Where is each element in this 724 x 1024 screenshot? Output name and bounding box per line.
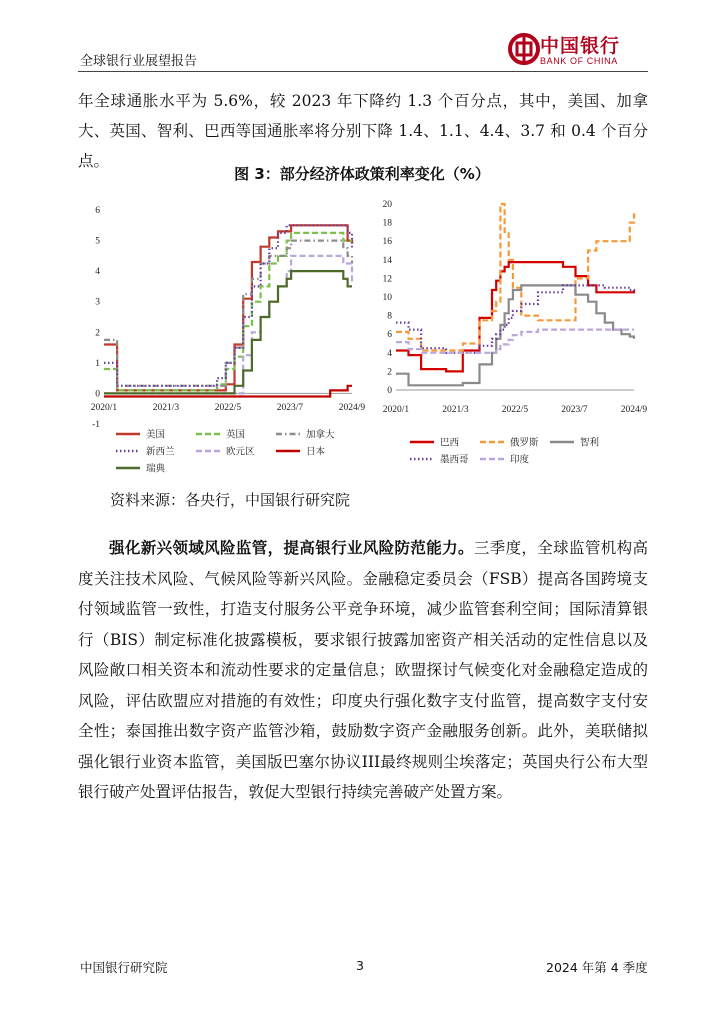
x-tick-label: 2022/5 bbox=[214, 403, 242, 413]
y-tick-label: 6 bbox=[95, 206, 100, 216]
series-line-欧元区 bbox=[104, 256, 352, 394]
chart-right bbox=[368, 194, 658, 484]
legend-label: 新西兰 bbox=[146, 446, 175, 458]
x-tick-label: 2023/7 bbox=[276, 403, 304, 413]
x-tick-label: 2020/1 bbox=[90, 403, 118, 413]
y-tick-label: 2 bbox=[95, 328, 100, 339]
logo-cn-text: 中国银行 bbox=[540, 35, 621, 57]
y-tick-label: 18 bbox=[382, 218, 392, 229]
x-tick-label: 2024/9 bbox=[620, 405, 648, 415]
legend-label: 美国 bbox=[146, 429, 166, 441]
y-tick-label: 1 bbox=[95, 358, 100, 369]
x-tick-label: 2024/9 bbox=[338, 403, 366, 413]
y-tick-label: 14 bbox=[382, 255, 392, 266]
y-tick-label: 6 bbox=[387, 330, 392, 341]
legend-label: 欧元区 bbox=[226, 446, 255, 458]
legend-label: 俄罗斯 bbox=[510, 437, 539, 449]
legend-label: 巴西 bbox=[440, 437, 460, 449]
y-tick-label: 10 bbox=[382, 293, 392, 303]
legend-label: 印度 bbox=[510, 454, 530, 466]
x-tick-label: 2021/3 bbox=[442, 405, 469, 415]
y-tick-label: 3 bbox=[95, 297, 100, 308]
y-tick-label: 5 bbox=[95, 236, 100, 247]
legend-label: 日本 bbox=[306, 446, 326, 458]
body-lead: 强化新兴领域风险监管，提高银行业风险防范能力。 bbox=[109, 539, 474, 557]
y-tick-label: 0 bbox=[387, 386, 392, 396]
legend-label: 英国 bbox=[226, 429, 246, 441]
figure-title: 图 3：部分经济体政策利率变化（%） bbox=[234, 165, 490, 183]
y-tick-label: 0 bbox=[95, 389, 100, 400]
x-tick-label: 2022/5 bbox=[501, 405, 529, 415]
chart-left bbox=[80, 194, 370, 484]
series-line-英国 bbox=[104, 233, 352, 391]
x-tick-label: 2020/1 bbox=[382, 405, 410, 415]
logo-en-text: BANK OF CHINA bbox=[540, 56, 618, 66]
y-tick-label: -1 bbox=[92, 420, 100, 430]
body-text: 三季度，全球监管机构高度关注技术风险、气候风险等新兴风险。金融稳定委员会（FSB）提高各国跨境支付领域监管一致性，打造支付服务公平竞争环境，减少监管套利空间；国际清算银行（BIS）制定标准化披露模板，要求银行披露加密资产相关活动的定性信息以及风险敞口相关资本和流动性要求的定量信息；欧盟探讨气候变化对金融稳定造成的风险，评估欧盟应对措施的有效性；印度央行强化数字支付监管，提高数字支付安全性；泰国推出数字资产监管沙箱，鼓励数字资产金融服务创新。此外，美联储拟强化银行业资本监管，美国版巴塞尔协议III最终规则尘埃落定；英国央行公布大型银行破产处置评估报告，敦促大型银行持续完善破产处置方案。 bbox=[78, 539, 648, 801]
body-paragraph bbox=[78, 533, 648, 808]
y-tick-label: 8 bbox=[387, 311, 392, 322]
x-tick-label: 2023/7 bbox=[561, 405, 588, 415]
legend-label: 墨西哥 bbox=[440, 454, 469, 466]
series-line-新西兰 bbox=[104, 225, 352, 385]
legend-label: 瑞典 bbox=[146, 463, 166, 475]
y-tick-label: 2 bbox=[387, 367, 392, 378]
series-line-巴西 bbox=[396, 262, 634, 371]
series-line-美国 bbox=[104, 225, 352, 390]
figure-source: 资料来源：各央行，中国银行研究院 bbox=[110, 491, 351, 509]
series-line-墨西哥 bbox=[396, 285, 634, 352]
legend-label: 智利 bbox=[580, 437, 600, 449]
intro-paragraph: 年全球通胀水平为 5.6%，较 2023 年下降约 1.3 个百分点，其中，美国、加拿大、英国、智利、巴西等国通胀率将分别下降 1.4、1.1、4.4、3.7 和 0.4 个百分点。 bbox=[78, 92, 648, 170]
y-tick-label: 12 bbox=[382, 274, 392, 285]
series-line-加拿大 bbox=[104, 241, 352, 386]
y-tick-label: 16 bbox=[382, 237, 392, 248]
report-title: 全球银行业展望报告 bbox=[80, 54, 198, 69]
footer-left: 中国银行研究院 bbox=[80, 960, 168, 975]
header-divider bbox=[78, 71, 648, 72]
footer-right: 2024 年第 4 季度 bbox=[546, 960, 648, 975]
series-line-瑞典 bbox=[104, 271, 352, 393]
series-line-印度 bbox=[396, 330, 634, 353]
y-tick-label: 20 bbox=[382, 200, 392, 210]
y-tick-label: 4 bbox=[95, 267, 100, 278]
page-number: 3 bbox=[356, 958, 364, 973]
x-tick-label: 2021/3 bbox=[152, 403, 180, 413]
legend-label: 加拿大 bbox=[306, 429, 335, 441]
y-tick-label: 4 bbox=[387, 348, 392, 359]
